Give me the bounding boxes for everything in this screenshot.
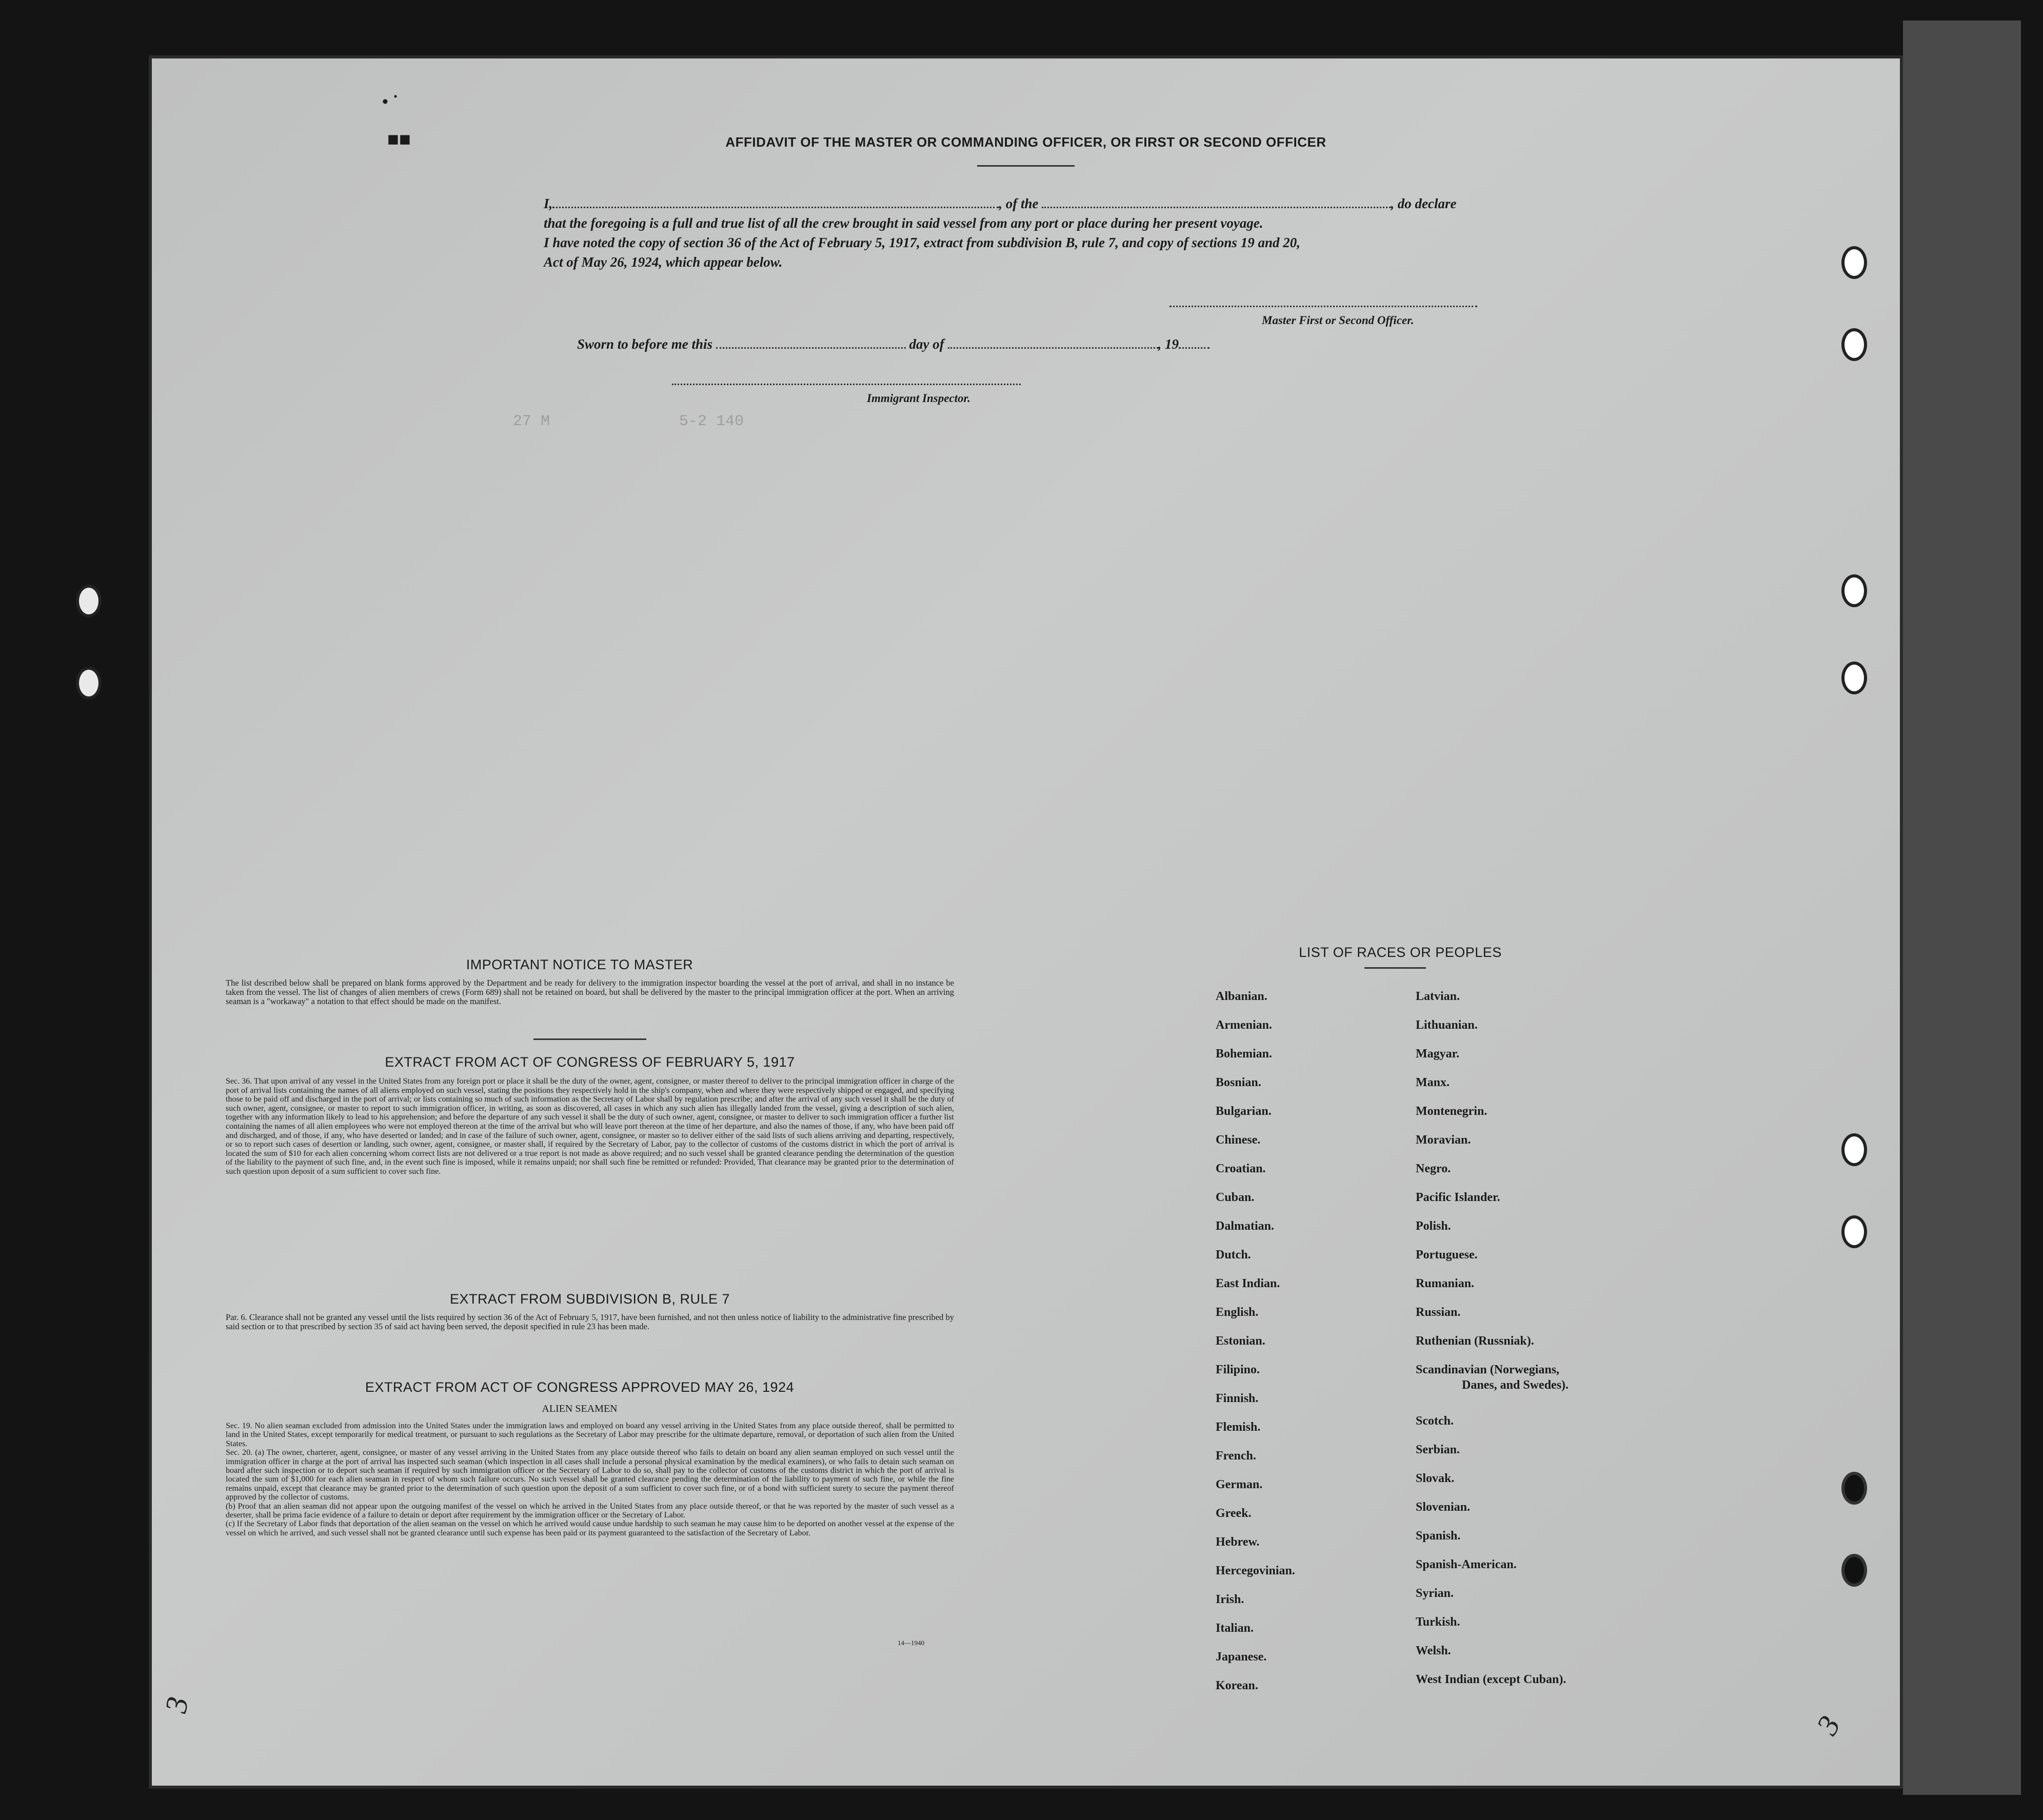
- races-rule: [1364, 967, 1426, 969]
- affidavit-line2: that the foregoing is a full and true list of all the crew brought in said vessel from any port or place during her present voyage.: [544, 215, 1263, 231]
- race-item: Chinese.: [1216, 1133, 1261, 1147]
- race-item: Scandinavian (Norwegians,: [1416, 1363, 1560, 1376]
- sworn-year-label: , 19: [1158, 336, 1179, 352]
- sworn-day-label: day of: [909, 336, 944, 352]
- race-item: Albanian.: [1216, 990, 1267, 1003]
- race-item: Cuban.: [1216, 1191, 1255, 1204]
- affidavit-body: [544, 194, 1508, 272]
- notice-body: The list described below shall be prepared on blank forms approved by the Department and be ready for delivery to the immigration inspector boarding the vessel at the port of arrival, and shall in no instance be taken from the vessel. The list of changes of alien members of crews (Form 689) shall not be retained on board, but shall be delivered by the master to the principal immigration officer at the port. When an arriving seaman is a "workaway" a notation to that effect should be made on the manifest.: [226, 978, 954, 1006]
- sworn-label: Sworn to before me this: [577, 336, 713, 352]
- title-rule: [977, 165, 1075, 167]
- race-item: Dutch.: [1216, 1248, 1251, 1262]
- sworn-line: [577, 334, 1209, 354]
- race-item: Serbian.: [1416, 1443, 1460, 1456]
- race-item: Magyar.: [1416, 1047, 1460, 1061]
- race-item: Slovenian.: [1416, 1501, 1471, 1514]
- race-item: English.: [1216, 1306, 1259, 1319]
- race-item: Spanish.: [1416, 1529, 1461, 1543]
- binder-hole: [1841, 662, 1867, 694]
- race-item: East Indian.: [1216, 1277, 1280, 1290]
- races-column-2: [1416, 990, 1569, 1702]
- sworn-year-blank[interactable]: [1179, 335, 1209, 349]
- race-item: Russian.: [1416, 1306, 1461, 1319]
- sec20a-text: Sec. 20. (a) The owner, charterer, agent, consignee, or master of any vessel arriving in the United States from any place outside thereof who fails to detain on board any alien seaman employed on such vessel until the immigration officer in charge at the port of arrival has inspected such seaman (which inspection in all cases shall include a personal physical examination by the medical examiners), or who fails to detain such seaman on board after such inspection or to deport such seaman if required by such immigration officer or the Secretary of Labor to do so, shall pay to the collector of customs of the customs district in which the port of arrival is located the sum of $1,000 for each alien seaman in respect of whom such failure occurs. No such vessel shall be granted clearance pending the determination of the liability to payment of such fine, or while the fine remains unpaid, except that clearance may be granted prior to the determination of such question upon the deposit of a sum sufficient to cover such fine, or of a bond with sufficient surety to secure the payment thereof approved by the collector of customs.: [226, 1448, 954, 1502]
- race-item: Lithuanian.: [1416, 1018, 1478, 1032]
- notice-title: IMPORTANT NOTICE TO MASTER: [466, 957, 693, 972]
- race-item: Slovak.: [1416, 1472, 1455, 1485]
- race-item: Japanese.: [1216, 1650, 1267, 1664]
- binder-hole: [1841, 1215, 1867, 1248]
- race-item: Spanish-American.: [1416, 1558, 1517, 1571]
- sec19-text: Sec. 19. No alien seaman excluded from admission into the United States under the immigration laws and employed on board any vessel arriving in the United States from any place outside thereof, shall be permitted to land in the United States, except temporarily for medical treatment, or pursuant to such regulations as the Secretary of Labor may prescribe for the ultimate departure, removal, or deportation of such alien from the United States.: [226, 1422, 954, 1448]
- bleed-through-text: 27 M 5-2 140: [513, 413, 1972, 430]
- races-column-1: [1216, 990, 1295, 1708]
- race-item: Scotch.: [1416, 1414, 1454, 1428]
- extract-1924-subtitle: ALIEN SEAMEN: [542, 1403, 618, 1414]
- binder-hole: [1841, 246, 1867, 279]
- race-item: Armenian.: [1216, 1018, 1272, 1032]
- extract-rule7-title: EXTRACT FROM SUBDIVISION B, RULE 7: [449, 1291, 730, 1307]
- binder-hole: [1841, 1554, 1867, 1587]
- vessel-blank[interactable]: [1042, 194, 1391, 208]
- sworn-month-blank[interactable]: [948, 335, 1158, 349]
- race-item: Bosnian.: [1216, 1076, 1261, 1089]
- race-item: Flemish.: [1216, 1421, 1261, 1434]
- binder-hole: [1841, 574, 1867, 607]
- race-item: Dalmatian.: [1216, 1219, 1274, 1233]
- extract-1917-body: Sec. 36. That upon arrival of any vessel in the United States from any foreign port or place it shall be the duty of the owner, agent, consignee, or master thereof to deliver to the principal immigration officer in charge of the port of arrival lists containing the names of all aliens employed on such vessel, stating the positions they respectively hold in the ship's company, when and where they were respectively shipped or engaged, and specifying those to be paid off and discharged in the port of arrival; or lists containing so much of such information as the Secretary of Labor shall by regulation prescribe; and after the arrival of any such vessel it shall be the duty of such owner, agent, consignee, or master to report to such immigration officer, in writing, as soon as discovered, all cases in which any such alien has illegally landed from the vessel, giving a description of such alien, together with any information likely to lead to his apprehension; and before the departure of any such vessel it shall be the duty of such owner, agent, consignee, or master to deliver to such immigration officer a further list containing the names of all alien employees who were not employed thereon at the time of the arrival but who will leave port thereon at the time of her departure, and also the names of those, if any, who have been paid off and discharged, and of those, if any, who have deserted or landed; and in case of the failure of such owner, agent, consignee, or master so to deliver either of the said lists of such aliens arriving and departing, respectively, or so to report such cases of desertion or landing, such owner, agent, consignee, or master shall, if required by the Secretary of Labor, pay to the collector of customs of the customs district in which the port of arrival is located the sum of $10 for each alien concerning whom correct lists are not delivered or a true report is not made as above required; and no such vessel shall be granted clearance pending the determination of the question of the liability to the payment of such fine, and, in the event such fine is imposed, while it remains unpaid; nor shall such fine be remitted or refunded: Provided, That clearance may be granted prior to the determination of such question upon deposit of a sum sufficient to cover such fine.: [226, 1077, 954, 1176]
- extract-rule7-body: Par. 6. Clearance shall not be granted any vessel until the lists required by section 36 of the Act of February 5, 1917, have been furnished, and not then unless notice of liability to the administrative fine prescribed by said section or to that prescribed by section 35 of said act having been served, the deposit specified in rule 23 has been made.: [226, 1312, 955, 1331]
- extract-1917-title: EXTRACT FROM ACT OF CONGRESS OF FEBRUARY 5, 1917: [385, 1054, 795, 1070]
- sworn-date-blank[interactable]: [716, 335, 906, 349]
- race-item: Polish.: [1416, 1219, 1451, 1233]
- affidavit-declare: , do declare: [1391, 196, 1457, 211]
- extract-1924-body: [226, 1422, 954, 1537]
- name-blank[interactable]: [552, 194, 999, 208]
- race-item: Montenegrin.: [1416, 1105, 1487, 1118]
- races-title: LIST OF RACES OR PEOPLES: [1299, 945, 1502, 960]
- race-item: Filipino.: [1216, 1363, 1260, 1376]
- race-item: West Indian (except Cuban).: [1416, 1673, 1566, 1686]
- inspector-line[interactable]: [672, 384, 1021, 385]
- race-item: Ruthenian (Russniak).: [1416, 1334, 1534, 1348]
- section-rule: [533, 1038, 646, 1040]
- race-item: Finnish.: [1216, 1392, 1259, 1405]
- race-item: Estonian.: [1216, 1334, 1265, 1348]
- race-item: Latvian.: [1416, 990, 1460, 1003]
- race-item: Moravian.: [1416, 1133, 1471, 1147]
- handwritten-number-left: 3: [158, 1694, 195, 1715]
- binder-hole: [1841, 328, 1867, 361]
- race-item: Italian.: [1216, 1622, 1254, 1635]
- race-item: Negro.: [1416, 1162, 1451, 1175]
- binder-hole: [1841, 1133, 1867, 1166]
- sec20c-text: (c) If the Secretary of Labor finds that deportation of the alien seaman on the vessel on which he arrived would cause undue hardship to such seaman he may cause him to be deported on another vessel at the expense of the vessel on which he arrived, and such vessel shall not be granted clearance until such expense has been paid or its payment guaranteed to the satisfaction of the Secretary of Labor.: [226, 1519, 954, 1537]
- race-item: Croatian.: [1216, 1162, 1266, 1175]
- race-item: Bohemian.: [1216, 1047, 1273, 1061]
- race-item: German.: [1216, 1478, 1263, 1491]
- inspector-label: Immigrant Inspector.: [867, 392, 970, 405]
- corner-stamp: ■■: [387, 129, 411, 150]
- race-item: Syrian.: [1416, 1587, 1454, 1600]
- signature-label: Master First or Second Officer.: [1262, 314, 1414, 327]
- affidavit-of: , of the: [999, 196, 1039, 211]
- affidavit-line1: [544, 194, 1508, 213]
- race-item: Irish.: [1216, 1593, 1244, 1606]
- race-item: Turkish.: [1416, 1615, 1460, 1629]
- right-edge-strip: [1903, 21, 2021, 1795]
- handwritten-number-right: 3: [1810, 1710, 1847, 1741]
- affidavit-line4: Act of May 26, 1924, which appear below.: [544, 254, 783, 270]
- affidavit-title: AFFIDAVIT OF THE MASTER OR COMMANDING OFFICER, OR FIRST OR SECOND OFFICER: [725, 134, 1326, 150]
- race-item: French.: [1216, 1449, 1256, 1463]
- race-item: Hebrew.: [1216, 1535, 1260, 1549]
- race-item: Manx.: [1416, 1076, 1450, 1089]
- race-item: Rumanian.: [1416, 1277, 1475, 1290]
- affidavit-line3: I have noted the copy of section 36 of the Act of February 5, 1917, extract from subdivision B, rule 7, and copy of sections 19 and 20,: [544, 235, 1300, 250]
- sec20b-text: (b) Proof that an alien seaman did not appear upon the outgoing manifest of the vessel on which he arrived in the United States from any place outside thereof, or that he was reported by the master of such vessel as a deserter, shall be prima facie evidence of a failure to detain or deport after requirement by the immigration officer or the Secretary of Labor.: [226, 1502, 954, 1520]
- race-item: Welsh.: [1416, 1644, 1451, 1657]
- binder-hole: [1841, 1472, 1867, 1505]
- binder-hole: [76, 667, 102, 699]
- race-item: Bulgarian.: [1216, 1105, 1272, 1118]
- form-number: 14—1940: [898, 1639, 924, 1647]
- affidavit-i: I,: [544, 196, 553, 211]
- race-item-continued: Danes, and Swedes).: [1462, 1378, 1569, 1392]
- signature-line[interactable]: [1169, 306, 1477, 307]
- race-item: Portuguese.: [1416, 1248, 1478, 1262]
- race-item: Hercegovinian.: [1216, 1564, 1295, 1577]
- binder-hole: [76, 585, 102, 617]
- race-item: Greek.: [1216, 1507, 1252, 1520]
- extract-1924-title: EXTRACT FROM ACT OF CONGRESS APPROVED MAY 26, 1924: [365, 1379, 795, 1395]
- race-item: Korean.: [1216, 1679, 1258, 1692]
- corner-marks: • ˙: [382, 92, 399, 111]
- race-item: Pacific Islander.: [1416, 1191, 1500, 1204]
